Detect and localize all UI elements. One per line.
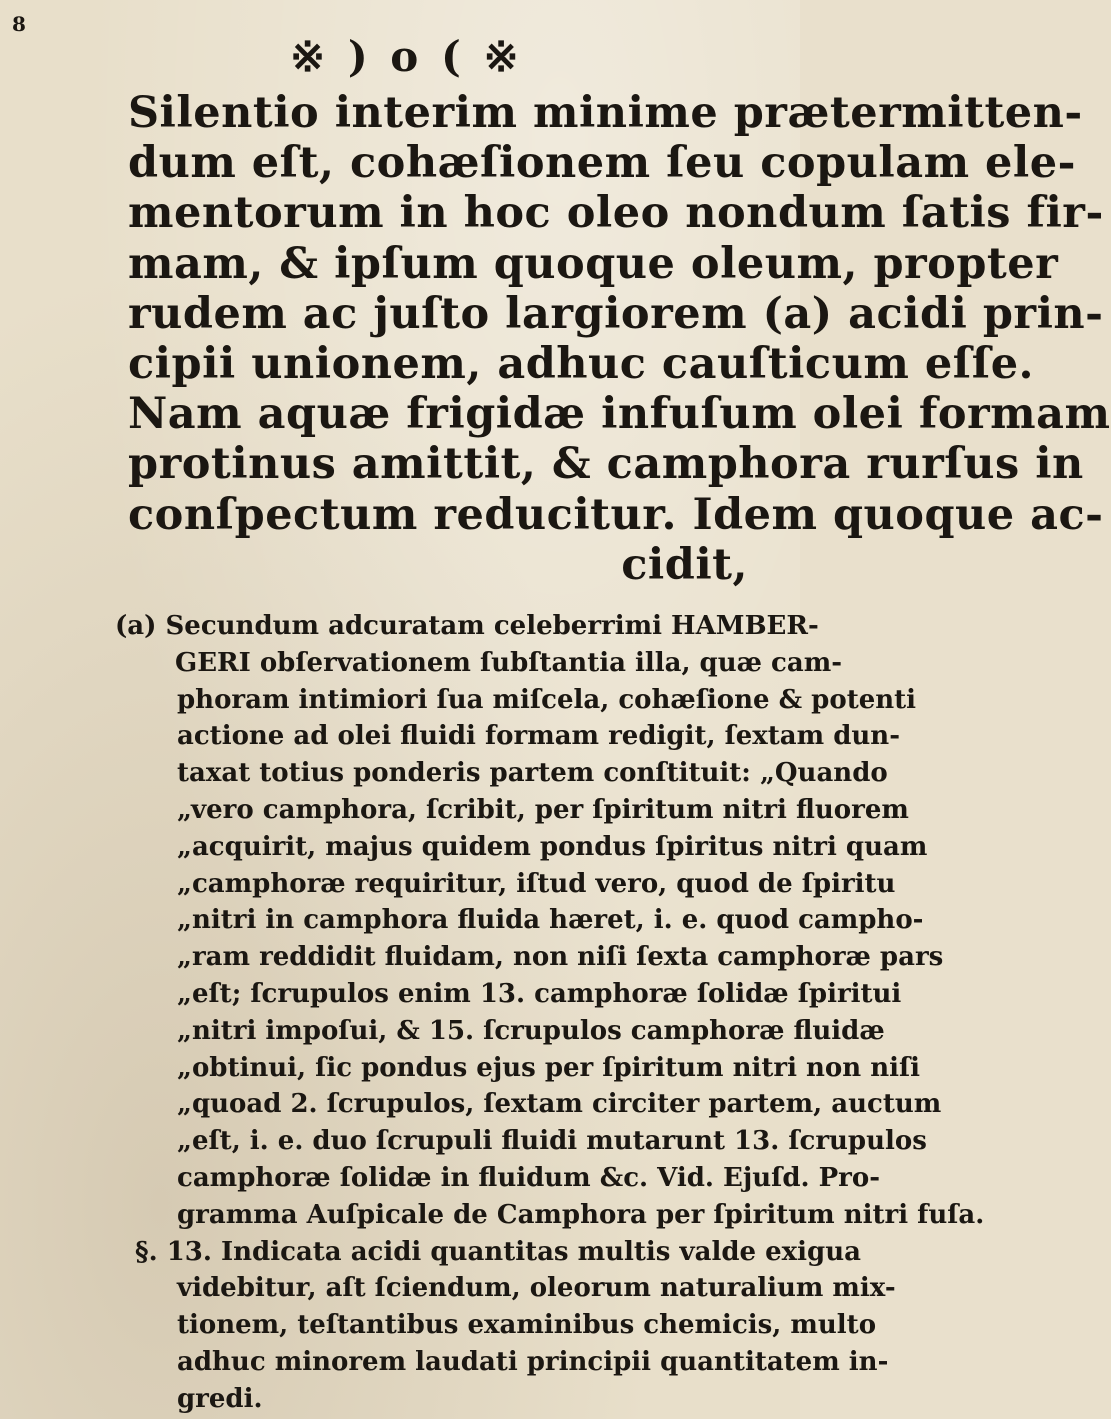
footnote-line: taxat totius ponderis partem conſtituit: „Quando [177,758,888,789]
text-line: rudem ac juſto largiorem (a) acidi prin- [128,288,1104,339]
footnote [115,608,985,1418]
page-header-ornament: ※ ) o ( ※ [290,32,523,81]
text-line: conſpectum reducitur. Idem quoque ac- [128,489,1104,540]
text-line: Nam aquæ frigidæ infuſum olei formam [128,389,1111,440]
paragraph-line: tionem, teſtantibus examinibus chemicis, multo [177,1310,877,1341]
footnote-line: „eſt, i. e. duo ſcrupuli fluidi mutarunt 13. ſcrupulos [177,1126,927,1157]
text-line: Silentio interim minime prætermitten- [128,88,1083,138]
footnote-line: „vero camphora, ſcribit, per ſpiritum nitri fluorem [177,794,909,825]
footnote-line: „ram reddidit fluidam, non niſi ſexta camphoræ pars [177,942,944,973]
footnote-line: camphoræ ſolidæ in fluidum &c. Vid. Ejuſd. Pro- [177,1162,881,1193]
footnote-line: phoram intimiori ſua miſcela, cohæſione & potenti [177,684,917,715]
text-line: protinus amittit, & camphora rurſus in [128,439,1084,490]
footnote-line: „nitri in camphora fluida hæret, i. e. quod campho- [177,905,924,936]
footnote-line: gramma Auſpicale de Camphora per ſpiritum nitri fuſa. [177,1199,985,1230]
footnote-line: „acquirit, majus quidem pondus ſpiritus nitri quam [177,831,928,862]
paragraph-line: adhuc minorem laudati principii quantitatem in- [177,1346,889,1377]
text-line: mentorum in hoc oleo nondum ſatis fir- [128,188,1104,239]
text-line: mam, & ipſum quoque oleum, propter [128,238,1059,289]
paragraph-line: gredi. [177,1383,263,1414]
main-text [128,88,1111,590]
footnote-line: „camphoræ requiritur, iſtud vero, quod de ſpiritu [177,868,896,899]
footnote-line: (a) Secundum adcuratam celeberrimi HAMBER- [115,611,819,641]
footnote-line: „eſt; ſcrupulos enim 13. camphoræ ſolidæ ſpiritui [177,978,902,1009]
text-line: dum eſt, cohæſionem ſeu copulam ele- [128,138,1076,189]
paragraph-line: videbitur, aſt ſciendum, oleorum naturalium mix- [177,1273,896,1304]
text-line: cipii unionem, adhuc cauſticum eſſe. [128,339,1035,390]
footnote-line: „quoad 2. ſcrupulos, ſextam circiter partem, auctum [177,1089,942,1120]
footnote-line: „nitri impoſui, & 15. ſcrupulos camphoræ fluidæ [177,1015,885,1046]
footnote-line: „obtinui, ſic pondus ejus per ſpiritum nitri non niſi [177,1052,921,1083]
footnote-line: GERI obſervationem ſubſtantia illa, quæ cam- [175,647,843,678]
page-number: 8 [12,12,26,36]
paragraph-line: §. 13. Indicata acidi quantitas multis valde exigua [135,1236,861,1267]
footnote-line: actione ad olei fluidi formam redigit, ſextam dun- [177,721,900,752]
catchword: cidit, [621,539,748,590]
